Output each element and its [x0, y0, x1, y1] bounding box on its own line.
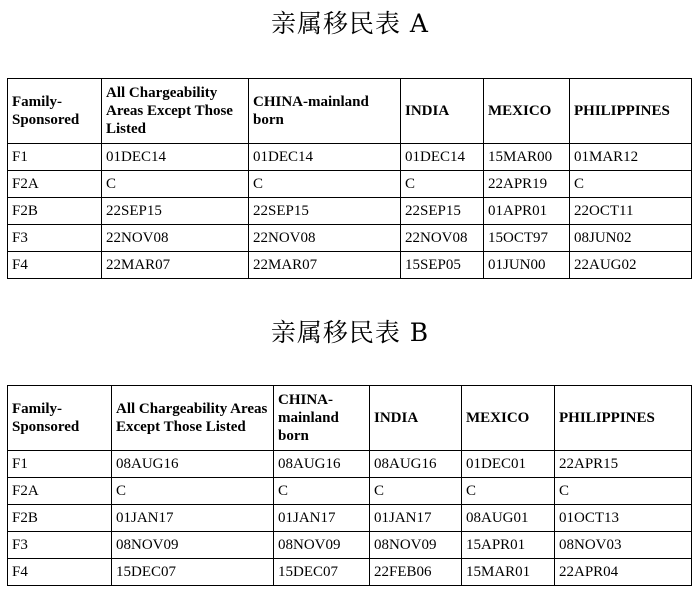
table-a-header-row	[8, 79, 692, 144]
table-cell: 08AUG01	[462, 505, 555, 532]
table-cell: 22MAR07	[102, 252, 249, 279]
table-cell: C	[370, 478, 462, 505]
table-row	[8, 505, 692, 532]
table-cell: 22APR19	[484, 171, 570, 198]
column-header: All Chargeability Areas Except Those Listed	[102, 79, 249, 144]
table-cell: C	[112, 478, 274, 505]
table-b-title: 亲属移民表 B	[270, 318, 430, 347]
table-cell: C	[274, 478, 370, 505]
table-cell: 08NOV09	[274, 532, 370, 559]
table-cell: 01DEC14	[102, 144, 249, 171]
table-cell: F1	[8, 144, 102, 171]
table-cell: 15DEC07	[274, 559, 370, 586]
table-cell: F4	[8, 559, 112, 586]
column-header: MEXICO	[462, 386, 555, 451]
table-row	[8, 144, 692, 171]
table-cell: C	[462, 478, 555, 505]
table-cell: 22APR04	[555, 559, 692, 586]
table-cell: F2B	[8, 505, 112, 532]
column-header: MEXICO	[484, 79, 570, 144]
table-cell: 22OCT11	[570, 198, 692, 225]
table-cell: 22NOV08	[401, 225, 484, 252]
column-header: INDIA	[401, 79, 484, 144]
table-cell: 22FEB06	[370, 559, 462, 586]
table-cell: 01JAN17	[274, 505, 370, 532]
table-a	[7, 78, 692, 279]
table-cell: 22AUG02	[570, 252, 692, 279]
table-b	[7, 385, 692, 586]
table-cell: C	[102, 171, 249, 198]
table-row	[8, 171, 692, 198]
table-cell: 08AUG16	[274, 451, 370, 478]
table-cell: F3	[8, 225, 102, 252]
table-cell: 01APR01	[484, 198, 570, 225]
table-cell: C	[401, 171, 484, 198]
column-header: Family-Sponsored	[8, 386, 112, 451]
table-cell: 15DEC07	[112, 559, 274, 586]
table-cell: 08AUG16	[370, 451, 462, 478]
table-row	[8, 559, 692, 586]
table-cell: C	[555, 478, 692, 505]
column-header: PHILIPPINES	[555, 386, 692, 451]
table-cell: C	[570, 171, 692, 198]
table-a-title: 亲属移民表 A	[270, 9, 429, 38]
table-cell: 08NOV03	[555, 532, 692, 559]
table-cell: F1	[8, 451, 112, 478]
table-cell: 01JAN17	[370, 505, 462, 532]
column-header: CHINA-mainland born	[274, 386, 370, 451]
table-cell: 22NOV08	[102, 225, 249, 252]
table-cell: 01JAN17	[112, 505, 274, 532]
column-header: Family-Sponsored	[8, 79, 102, 144]
table-cell: 08NOV09	[370, 532, 462, 559]
table-cell: 01DEC14	[249, 144, 401, 171]
table-cell: 22APR15	[555, 451, 692, 478]
table-cell: 22MAR07	[249, 252, 401, 279]
table-cell: 22SEP15	[102, 198, 249, 225]
table-cell: 08NOV09	[112, 532, 274, 559]
table-row	[8, 478, 692, 505]
table-cell: 01DEC01	[462, 451, 555, 478]
column-header: All Chargeability Areas Except Those Listed	[112, 386, 274, 451]
table-cell: 01DEC14	[401, 144, 484, 171]
table-cell: F2A	[8, 171, 102, 198]
table-cell: 15SEP05	[401, 252, 484, 279]
column-header: PHILIPPINES	[570, 79, 692, 144]
table-cell: 22SEP15	[401, 198, 484, 225]
table-b-header-row	[8, 386, 692, 451]
table-cell: 15MAR01	[462, 559, 555, 586]
table-cell: F3	[8, 532, 112, 559]
table-cell: 22SEP15	[249, 198, 401, 225]
table-row	[8, 252, 692, 279]
table-cell: 15MAR00	[484, 144, 570, 171]
table-row	[8, 451, 692, 478]
table-cell: 15APR01	[462, 532, 555, 559]
table-cell: F2A	[8, 478, 112, 505]
table-cell: 22NOV08	[249, 225, 401, 252]
column-header: CHINA-mainland born	[249, 79, 401, 144]
table-cell: 01MAR12	[570, 144, 692, 171]
table-cell: 08JUN02	[570, 225, 692, 252]
table-cell: F4	[8, 252, 102, 279]
table-cell: F2B	[8, 198, 102, 225]
table-cell: 08AUG16	[112, 451, 274, 478]
table-row	[8, 225, 692, 252]
column-header: INDIA	[370, 386, 462, 451]
table-cell: 01OCT13	[555, 505, 692, 532]
table-row	[8, 532, 692, 559]
table-cell: C	[249, 171, 401, 198]
table-cell: 01JUN00	[484, 252, 570, 279]
table-cell: 15OCT97	[484, 225, 570, 252]
table-row	[8, 198, 692, 225]
